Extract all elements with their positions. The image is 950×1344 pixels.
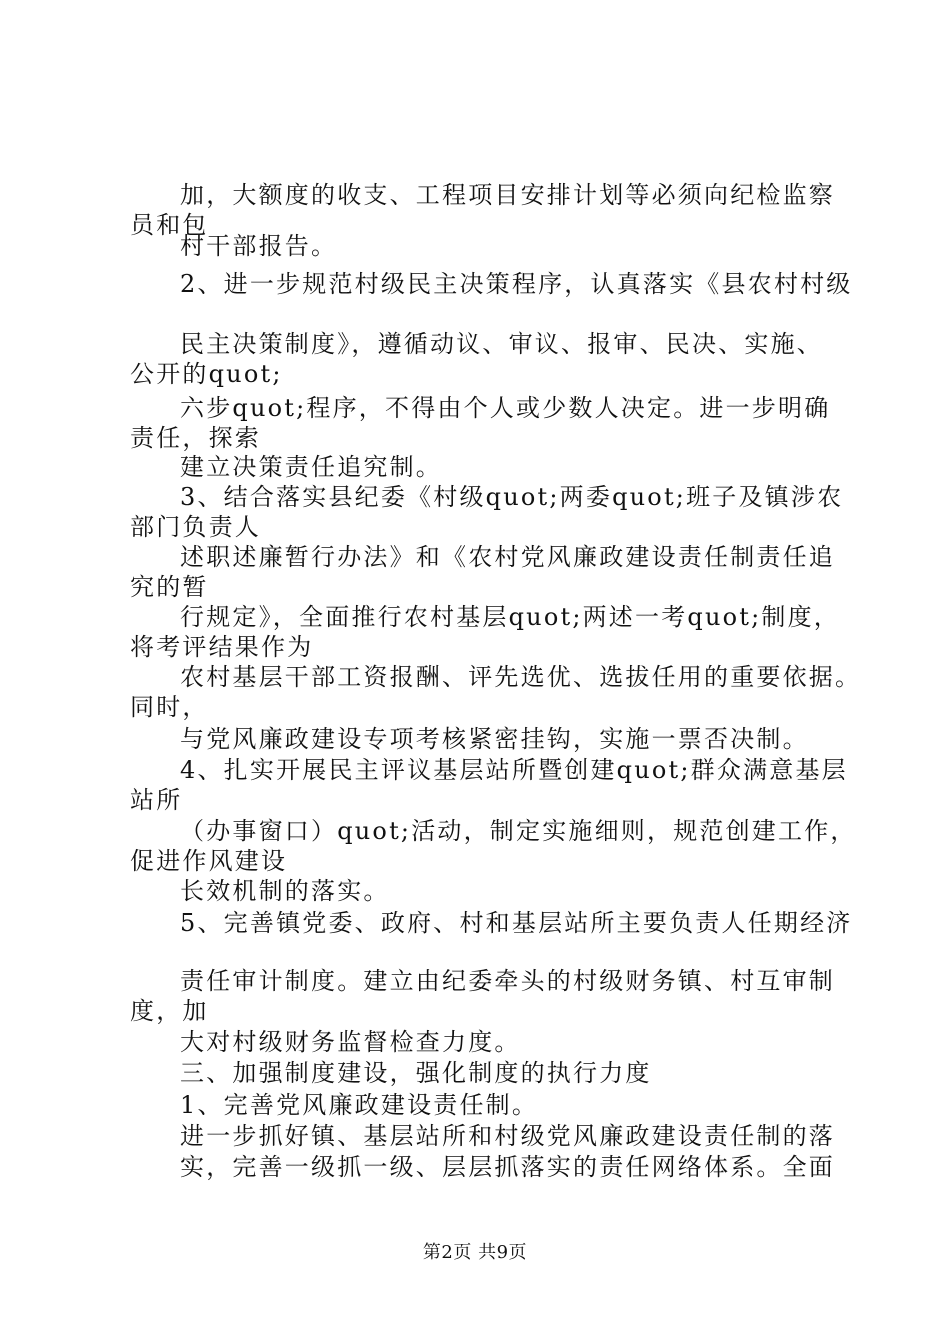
text-line: 长效机制的落实。 (180, 877, 390, 905)
text-line: 同时， (130, 693, 209, 721)
text-line: 部门负责人 (130, 513, 261, 541)
text-line: 1、完善党风廉政建设责任制。 (180, 1091, 539, 1119)
text-line: 站所 (130, 786, 183, 814)
text-line: 进一步抓好镇、基层站所和村级党风廉政建设责任制的落 (180, 1122, 835, 1150)
text-line: 村干部报告。 (180, 232, 338, 260)
text-line: 加，大额度的收支、工程项目安排计划等必须向纪检监察 (180, 181, 835, 209)
text-line: 将考评结果作为 (130, 633, 314, 661)
text-line: 5、完善镇党委、政府、村和基层站所主要负责人任期经济 (180, 909, 853, 937)
text-line: 2、进一步规范村级民主决策程序，认真落实《县农村村级 (180, 270, 853, 298)
text-line: 述职述廉暂行办法》和《农村党风廉政建设责任制责任追 (180, 543, 835, 571)
text-line: 度，加 (130, 997, 209, 1025)
text-line: 责任，探索 (130, 424, 261, 452)
text-line: （办事窗口）quot;活动，制定实施细则，规范创建工作， (180, 817, 857, 845)
text-line: 公开的quot; (130, 360, 283, 388)
page-number: 第2页 共9页 (422, 1242, 528, 1263)
text-line: 大对村级财务监督检查力度。 (180, 1028, 521, 1056)
text-line: 促进作风建设 (130, 847, 288, 875)
text-line: 建立决策责任追究制。 (180, 453, 442, 481)
text-line: 三、加强制度建设，强化制度的执行力度 (180, 1059, 652, 1087)
text-line: 4、扎实开展民主评议基层站所暨创建quot;群众满意基层 (180, 756, 848, 784)
text-line: 究的暂 (130, 573, 209, 601)
text-line: 六步quot;程序，不得由个人或少数人决定。进一步明确 (180, 394, 831, 422)
text-line: 行规定》，全面推行农村基层quot;两述一考quot;制度， (180, 603, 840, 631)
text-line: 实，完善一级抓一级、层层抓落实的责任网络体系。全面 (180, 1153, 835, 1181)
text-line: 责任审计制度。建立由纪委牵头的村级财务镇、村互审制 (180, 967, 835, 995)
text-line: 员和包 (130, 211, 209, 239)
text-line: 民主决策制度》，遵循动议、审议、报审、民决、实施、 (180, 330, 823, 358)
text-line: 3、结合落实县纪委《村级quot;两委quot;班子及镇涉农 (180, 483, 844, 511)
text-line: 与党风廉政建设专项考核紧密挂钩，实施一票否决制。 (180, 725, 809, 753)
text-line: 农村基层干部工资报酬、评先选优、选拔任用的重要依据。 (180, 663, 862, 691)
